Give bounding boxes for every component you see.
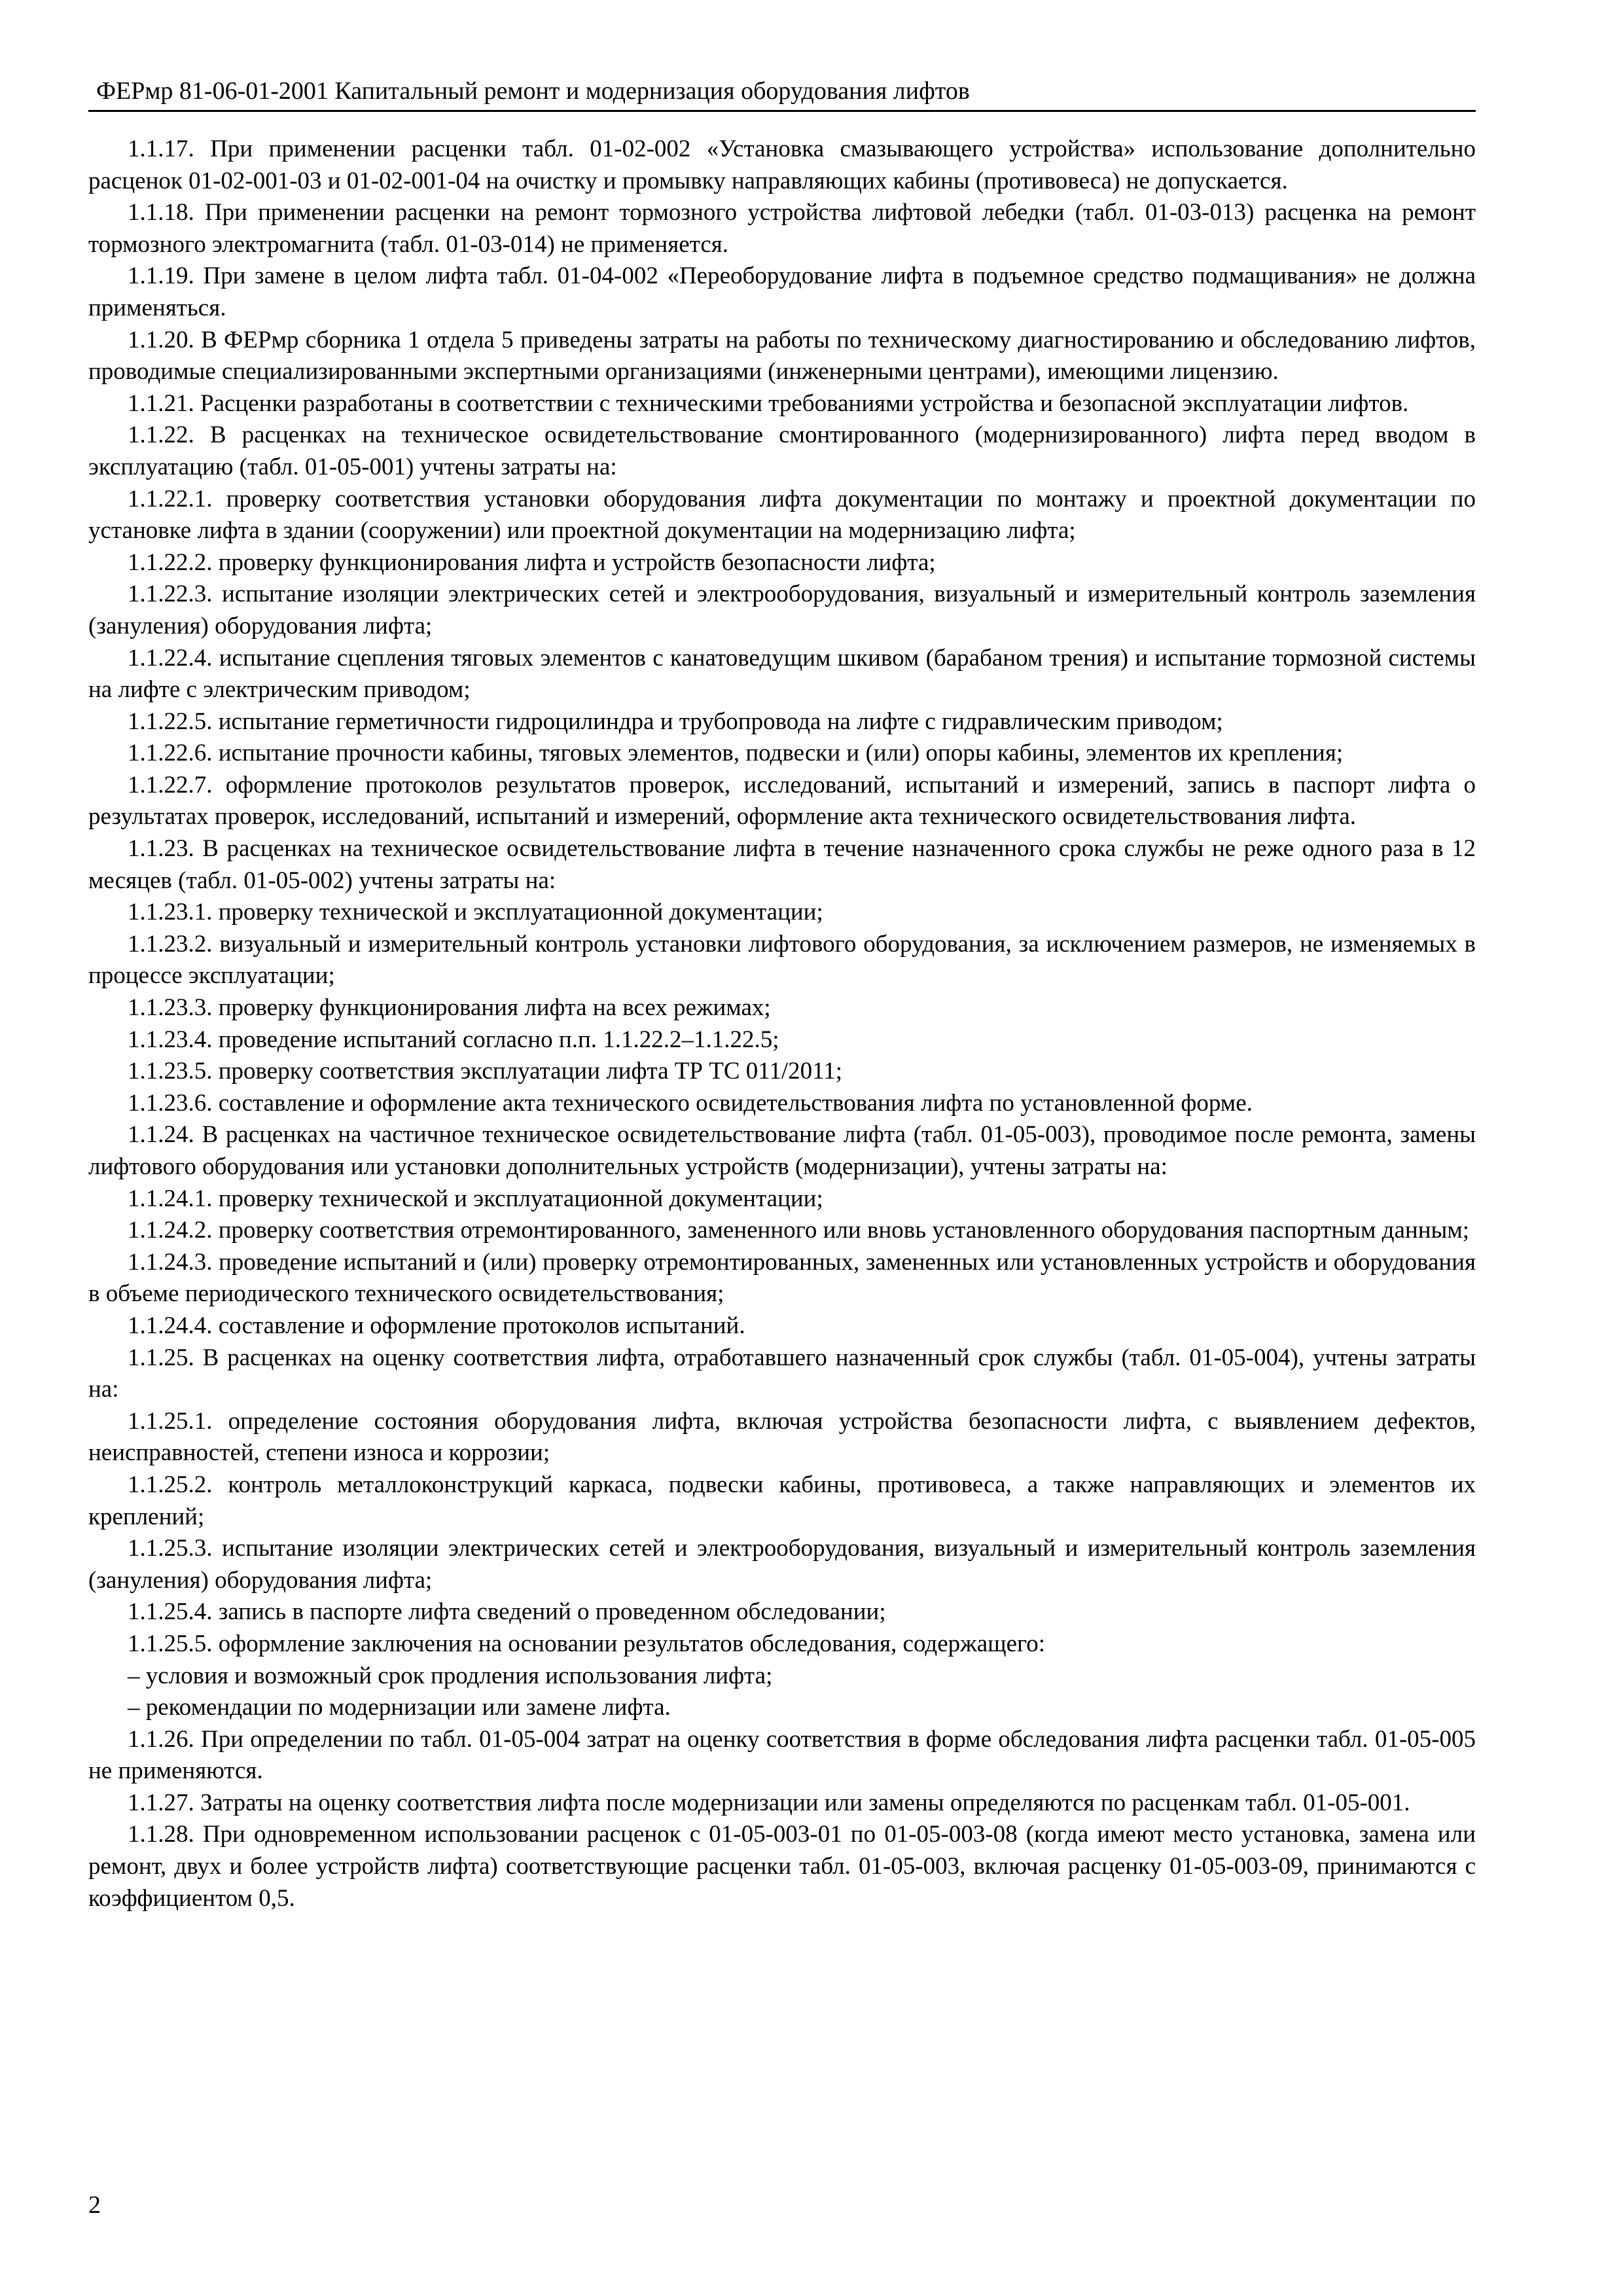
paragraph-1-1-17: 1.1.17. При применении расценки табл. 01-02-002 «Установка смазывающего устройства» использование дополнительно расценок 01-02-001-03 и 01-02-001-04 на очистку и промывку направляющих кабины (противовеса) не допускается. [88,135,1476,194]
paragraph-1-1-23-2: 1.1.23.2. визуальный и измерительный контроль установки лифтового оборудования, за исключением размеров, не изменяемых в процессе эксплуатации; [88,930,1476,990]
list-item-conditions: – условия и возможный срок продления использования лифта; [128,1662,773,1689]
paragraph-1-1-19: 1.1.19. При замене в целом лифта табл. 01-04-002 «Переоборудование лифта в подъемное средство подмащивания» не должна применяться. [88,262,1476,321]
paragraph-1-1-22-4: 1.1.22.4. испытание сцепления тяговых элементов с канатоведущим шкивом (барабаном трения) и испытание тормозной системы на лифте с электрическим приводом; [88,644,1476,704]
paragraph-1-1-22: 1.1.22. В расценках на техническое освидетельствование смонтированного (модернизированного) лифта перед вводом в эксплуатацию (табл. 01-05-001) учтены затраты на: [88,422,1476,480]
paragraph-1-1-25-1: 1.1.25.1. определение состояния оборудования лифта, включая устройства безопасности лифта, с выявлением дефектов, неисправностей, степени износа и коррозии; [88,1407,1476,1467]
document-body [88,134,1476,1914]
paragraph-1-1-25-3: 1.1.25.3. испытание изоляции электрических сетей и электрооборудования, визуальный и измерительный контроль заземления (зануления) оборудования лифта; [88,1535,1476,1594]
paragraph-1-1-22-5: 1.1.22.5. испытание герметичности гидроцилиндра и трубопровода на лифте с гидравлическим приводом; [128,708,1223,735]
paragraph-1-1-24-2: 1.1.24.2. проверку соответствия отремонтированного, замененного или вновь установленного оборудования паспортным данным; [128,1217,1470,1244]
page-number: 2 [88,2191,101,2219]
paragraph-1-1-21: 1.1.21. Расценки разработаны в соответствии с техническими требованиями устройства и безопасной эксплуатации лифтов. [128,389,1409,417]
paragraph-1-1-20: 1.1.20. В ФЕРмр сборника 1 отдела 5 приведены затраты на работы по техническому диагностированию и обследованию лифтов, проводимые специализированными экспертными организациями (инженерными центрами), имеющими лицензию. [88,326,1476,386]
paragraph-1-1-25: 1.1.25. В расценках на оценку соответствия лифта, отработавшего назначенный срок службы (табл. 01-05-004), учтены затраты на: [88,1344,1476,1403]
paragraph-1-1-18: 1.1.18. При применении расценки на ремонт тормозного устройства лифтовой лебедки (табл. 01-03-013) расценка на ремонт тормозного электромагнита (табл. 01-03-014) не применяется. [88,199,1476,258]
paragraph-1-1-24-1: 1.1.24.1. проверку технической и эксплуатационной документации; [128,1185,823,1212]
paragraph-1-1-23-1: 1.1.23.1. проверку технической и эксплуатационной документации; [128,899,823,926]
paragraph-1-1-25-2: 1.1.25.2. контроль металлоконструкций каркаса, подвески кабины, противовеса, а также направляющих и элементов их креплений; [88,1471,1476,1530]
paragraph-1-1-26: 1.1.26. При определении по табл. 01-05-004 затрат на оценку соответствия в форме обследования лифта расценки табл. 01-05-005 не применяются. [88,1725,1476,1785]
paragraph-1-1-22-7: 1.1.22.7. оформление протоколов результатов проверок, исследований, испытаний и измерений, запись в паспорт лифта о результатах проверок, исследований, испытаний и измерений, оформление акта технического освидетельствования лифта. [88,771,1476,831]
paragraph-1-1-22-3: 1.1.22.3. испытание изоляции электрических сетей и электрооборудования, визуальный и измерительный контроль заземления (зануления) оборудования лифта; [88,581,1476,639]
paragraph-1-1-23: 1.1.23. В расценках на техническое освидетельствование лифта в течение назначенного срока службы не реже одного раза в 12 месяцев (табл. 01-05-002) учтены затраты на: [88,835,1476,894]
paragraph-1-1-23-6: 1.1.23.6. составление и оформление акта технического освидетельствования лифта по установленной форме. [128,1089,1253,1117]
list-item-recommendations: – рекомендации по модернизации или замене лифта. [128,1694,671,1721]
paragraph-1-1-24-3: 1.1.24.3. проведение испытаний и (или) проверку отремонтированных, замененных или установленных устройств и оборудования в объеме периодического технического освидетельствования; [88,1248,1476,1308]
paragraph-1-1-22-1: 1.1.22.1. проверку соответствия установки оборудования лифта документации по монтажу и проектной документации по установке лифта в здании (сооружении) или проектной документации на модернизацию лифта; [88,485,1476,545]
paragraph-1-1-23-4: 1.1.23.4. проведение испытаний согласно п.п. 1.1.22.2–1.1.22.5; [128,1026,779,1053]
paragraph-1-1-23-3: 1.1.23.3. проверку функционирования лифта на всех режимах; [128,994,771,1022]
paragraph-1-1-23-5: 1.1.23.5. проверку соответствия эксплуатации лифта ТР ТС 011/2011; [128,1058,843,1085]
paragraph-1-1-25-5: 1.1.25.5. оформление заключения на основании результатов обследования, содержащего: [128,1630,1046,1657]
paragraph-1-1-28: 1.1.28. При одновременном использовании расценок с 01-05-003-01 по 01-05-003-08 (когда имеют место установка, замена или ремонт, двух и более устройств лифта) соответствующие расценки табл. 01-05-003, включая расценку 01-05-003-09, принимаются с коэффициентом 0,5. [88,1821,1476,1912]
paragraph-1-1-24-4: 1.1.24.4. составление и оформление протоколов испытаний. [128,1312,745,1339]
paragraph-1-1-25-4: 1.1.25.4. запись в паспорте лифта сведений о проведенном обследовании; [128,1598,886,1626]
running-header [88,72,1476,112]
paragraph-1-1-22-2: 1.1.22.2. проверку функционирования лифта и устройств безопасности лифта; [128,548,936,576]
paragraph-1-1-22-6: 1.1.22.6. испытание прочности кабины, тяговых элементов, подвески и (или) опоры кабины, элементов их крепления; [128,740,1344,767]
paragraph-1-1-27: 1.1.27. Затраты на оценку соответствия лифта после модернизации или замены определяются по расценкам табл. 01-05-001. [128,1789,1410,1816]
paragraph-1-1-24: 1.1.24. В расценках на частичное техническое освидетельствование лифта (табл. 01-05-003), проводимое после ремонта, замены лифтового оборудования или установки дополнительных устройств (модернизации), учтены затраты на: [88,1121,1476,1180]
header-title: ФЕРмр 81-06-01-2001 Капитальный ремонт и модернизация оборудования лифтов [96,77,970,105]
